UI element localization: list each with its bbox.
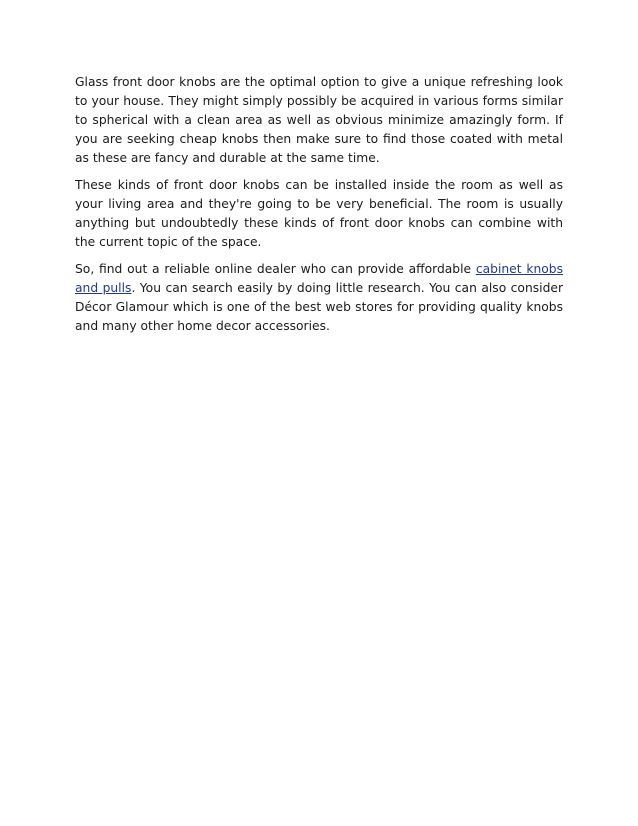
document-page	[75, 73, 563, 344]
cabinet-knobs-link[interactable]: cabinet knobs and pulls	[75, 262, 563, 295]
paragraph-dealer-rest: . You can search easily by doing little research. You can also consider Décor Glamour which is one of the best web stores for providing quality knobs and many other home decor accessories.	[75, 281, 563, 333]
paragraph-glass-knobs: Glass front door knobs are the optimal option to give a unique refreshing look to your house. They might simply possibly be acquired in various forms similar to spherical with a clean area as well as obvious minimize amazingly form. If you are seeking cheap knobs then make sure to find those coated with metal as these are fancy and durable at the same time.	[75, 75, 563, 165]
paragraph-dealer-intro: So, find out a reliable online dealer who can provide affordable	[75, 262, 476, 276]
paragraph-installation: These kinds of front door knobs can be installed inside the room as well as your living area and they're going to be very beneficial. The room is usually anything but undoubtedly these kinds of front door knobs can combine with the current topic of the space.	[75, 178, 563, 249]
paragraph-dealer	[75, 260, 563, 336]
